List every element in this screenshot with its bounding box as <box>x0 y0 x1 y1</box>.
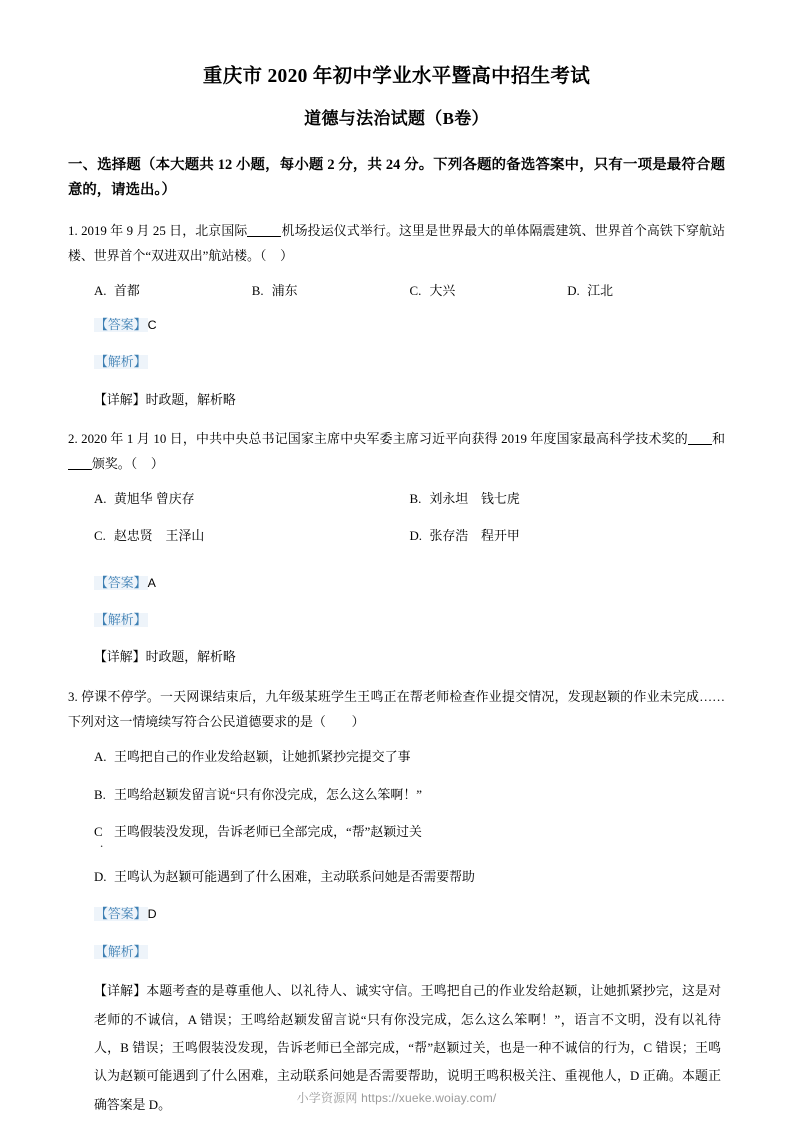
question-2-answer <box>68 571 725 596</box>
option-b[interactable] <box>94 783 725 808</box>
option-b-label: B. <box>409 491 422 506</box>
option-d-label: D. <box>409 529 423 544</box>
option-c[interactable] <box>410 279 568 304</box>
question-3-options <box>68 745 725 889</box>
question-3 <box>68 685 725 1119</box>
question-1-stem-part2: 机场投运仪式举行。这里是世界最大的单体隔震建筑、世界首个高铁下穿航站楼、世界首个“双进双出”航站楼。（ <box>68 224 725 264</box>
option-b-text: 王鸣给赵颖发留言说“只有你没完成，怎么这么笨啊！” <box>114 787 422 802</box>
fill-in-blank <box>247 236 281 237</box>
question-3-detail-text: 本题考查的是尊重他人、以礼待人、诚实守信。王鸣把自己的作业发给赵颖，让她抓紧抄完，这是对老师的不诚信，A 错误；王鸣给赵颖发留言说“只有你没完成，怎么这么笨啊！”，语言不文明，没有以礼待人，B 错误；王鸣假装没发现，告诉老师已全部完成，“帮”赵颖过关，也是一种不诚信的行为，C 错误；王鸣认为赵颖可能遇到了什么困难，主动联系问她是否需要帮助，说明王鸣积极关注、重视他人，D 正确。本题正确答案是 D。 <box>94 984 721 1112</box>
answer-tag: 【答案】 <box>95 907 147 922</box>
option-a-text: 首都 <box>114 284 140 299</box>
option-c-label: C. <box>409 284 422 299</box>
answer-tag: 【答案】 <box>95 317 147 332</box>
question-1-options <box>68 279 725 304</box>
section-heading: 一、选择题（本大题共 12 小题，每小题 2 分，共 24 分。下列各题的备选答案中，只有一项是最符合题意的，请选出。） <box>68 156 725 199</box>
option-a-label: A. <box>94 750 107 765</box>
watermark-site-name: 小学资源网 <box>296 1091 358 1105</box>
option-a[interactable] <box>94 745 725 770</box>
option-b[interactable] <box>252 279 410 304</box>
question-2-detail <box>68 645 725 670</box>
question-1-analysis <box>68 350 725 375</box>
question-2-stem-part2: 颁奖。（ <box>92 457 138 472</box>
question-3-answer-value: D <box>147 907 157 922</box>
option-d[interactable] <box>94 865 725 890</box>
question-2-number: 2. <box>68 432 78 447</box>
question-3-stem <box>68 685 725 735</box>
question-3-stem-text: 停课不停学。一天网课结束后，九年级某班学生王鸣正在帮老师检查作业提交情况，发现赵颖的作业未完成……下列对这一情境续写符合公民道德要求的是（ ） <box>68 689 725 730</box>
option-d[interactable] <box>567 279 725 304</box>
option-b-text: 刘永坦 钱七虎 <box>429 491 520 506</box>
option-c-text: 赵忠贤 王泽山 <box>114 529 205 544</box>
option-d-label: D. <box>567 284 580 299</box>
question-3-number: 3. <box>68 689 78 704</box>
watermark-url: https://xueke.woiay.com/ <box>361 1091 497 1105</box>
detail-tag: 【详解】 <box>94 392 146 407</box>
option-a[interactable] <box>94 279 252 304</box>
question-1-stem-part3: ） <box>280 249 293 264</box>
question-2 <box>68 427 725 670</box>
question-1-number: 1. <box>68 224 78 239</box>
question-2-stem-mid: 和 <box>711 432 725 447</box>
fill-in-blank <box>688 444 712 445</box>
question-1 <box>68 219 725 412</box>
question-2-answer-value: A <box>147 575 156 590</box>
option-d-text: 王鸣认为赵颖可能遇到了什么困难，主动联系问她是否需要帮助 <box>114 869 475 884</box>
question-1-stem-part1: 2019 年 9 月 25 日，北京国际 <box>81 224 248 239</box>
question-1-detail-text: 时政题，解析略 <box>145 392 236 407</box>
watermark <box>0 1089 793 1106</box>
question-1-answer-value: C <box>147 317 157 332</box>
option-a[interactable] <box>94 487 410 512</box>
option-c-label: C <box>94 825 103 840</box>
question-2-stem-part3: ） <box>150 457 164 472</box>
option-b-label: B. <box>251 284 264 299</box>
option-a-label: A. <box>94 284 107 299</box>
option-a-text: 王鸣把自己的作业发给赵颖，让她抓紧抄完提交了事 <box>114 750 411 765</box>
option-d-text: 张存浩 程开甲 <box>429 529 520 544</box>
option-b-text: 浦东 <box>271 284 298 299</box>
question-2-options <box>68 487 725 562</box>
question-2-stem-part1: 2020 年 1 月 10 日，中共中央总书记国家主席中央军委主席习近平向获得 2019 年度国家最高科学技术奖的 <box>81 432 688 447</box>
question-3-answer <box>68 902 725 927</box>
option-c[interactable] <box>94 820 725 851</box>
document-title: 重庆市 2020 年初中学业水平暨高中招生考试 <box>202 66 591 87</box>
option-b[interactable] <box>410 487 726 512</box>
analysis-tag: 【解析】 <box>95 355 147 370</box>
option-c-text: 王鸣假装没发现，告诉老师已全部完成，“帮”赵颖过关 <box>114 825 422 840</box>
question-1-answer <box>68 313 725 338</box>
option-b-label: B. <box>94 787 106 802</box>
option-d[interactable] <box>410 524 726 549</box>
question-2-detail-text: 时政题，解析略 <box>145 650 236 665</box>
option-c[interactable] <box>94 524 410 549</box>
document-subtitle: 道德与法治试题（B卷） <box>304 109 489 129</box>
question-2-stem <box>68 427 725 477</box>
question-2-analysis <box>68 608 725 633</box>
answer-tag: 【答案】 <box>95 575 147 590</box>
option-c-label: C. <box>94 529 106 544</box>
stray-dot-artifact: . <box>100 836 104 851</box>
question-1-detail <box>68 388 725 413</box>
option-c-text: 大兴 <box>429 284 456 299</box>
detail-tag: 【详解】 <box>94 984 147 999</box>
detail-tag: 【详解】 <box>94 650 146 665</box>
question-1-stem <box>68 219 725 269</box>
fill-in-blank <box>68 469 92 470</box>
analysis-tag: 【解析】 <box>95 944 147 959</box>
question-3-analysis <box>68 940 725 965</box>
analysis-tag: 【解析】 <box>95 613 147 628</box>
option-a-label: A. <box>94 491 107 506</box>
option-a-text: 黄旭华 曾庆存 <box>114 491 195 506</box>
option-d-label: D. <box>94 869 107 884</box>
option-d-text: 江北 <box>587 284 614 299</box>
